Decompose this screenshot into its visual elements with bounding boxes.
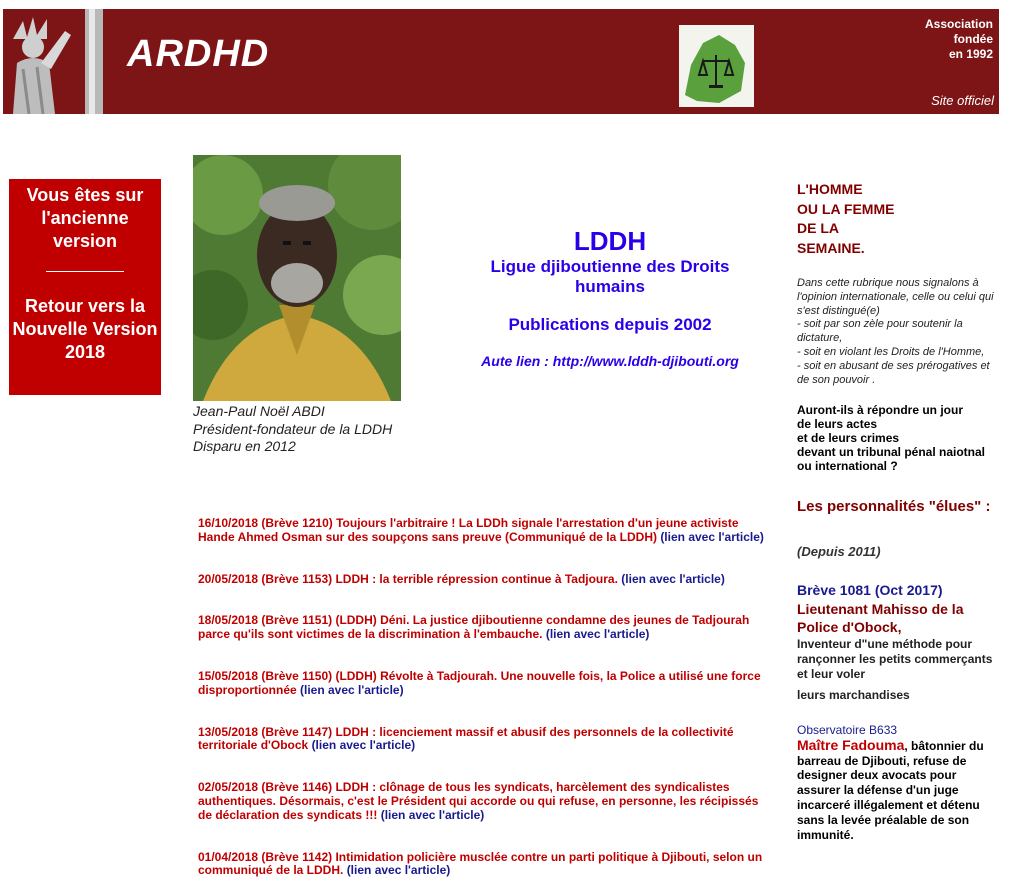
breve-1081-desc: leurs marchandises — [797, 687, 910, 702]
news-item — [198, 781, 768, 822]
person-of-the-week-title — [797, 180, 1002, 258]
news-item — [198, 851, 768, 879]
article-link[interactable]: (lien avec l'article) — [545, 627, 650, 642]
association-info — [925, 17, 993, 62]
observatoire-b633-entry[interactable] — [797, 723, 1002, 843]
caption-line: Jean-Paul Noël ABDI — [193, 403, 325, 419]
breve-1081-ref[interactable]: Brève 1081 (Oct 2017) — [797, 582, 943, 599]
lddh-logo[interactable] — [679, 25, 754, 107]
question-line: et de leurs crimes — [797, 430, 900, 445]
article-link[interactable]: (lien avec l'article) — [346, 863, 451, 878]
week-title-line: L'HOMME — [797, 181, 863, 197]
news-text: 02/05/2018 (Brève 1146) LDDH : clônage de tous les syndicats, harcèlement des syndicalistes authentiques. Désormais, c'est le Président qui accorde ou qui refuse, en personne, les récipissés de déclaration des syndicats !!! — [198, 780, 759, 822]
since-2011-label: (Depuis 2011) — [797, 544, 881, 560]
jean-paul-noel-abdi-photo — [193, 155, 401, 401]
lddh-full-name: Ligue djiboutienne des Droits humains — [490, 257, 730, 296]
week-title-line: DE LA — [797, 220, 839, 236]
news-text: 16/10/2018 (Brève 1210) Toujours l'arbitraire ! La LDDh signale l'arrestation d'un jeune activiste Hande Ahmed Osman sur des soupçons sans preuve (Communiqué de la LDDH) — [198, 516, 739, 544]
rubric-line: - soit par son zèle pour soutenir la dictature, — [797, 318, 963, 345]
news-text: 18/05/2018 (Brève 1151) (LDDH) Déni. La justice djiboutienne condamne des jeunes de Tadjourah parce qu'ils sont victimes de la discrimination à l'embauche. — [198, 613, 750, 642]
week-title-line: SEMAINE. — [797, 239, 865, 256]
rubric-line: Dans cette rubrique nous signalons à l'opinion internationale, celle ou celui qui s'est distingué(e) — [797, 277, 994, 317]
rubric-description — [797, 277, 1002, 387]
question-line: Auront-ils à répondre un jour — [797, 403, 964, 418]
photo-caption — [193, 403, 392, 456]
right-sidebar — [797, 180, 1002, 842]
news-text: 01/04/2018 (Brève 1142) Intimidation policière musclée contre un parti politique à Djibouti, selon un communiqué de la LDDH. — [198, 849, 763, 878]
personalities-heading: Les personnalités "élues" : — [797, 498, 991, 516]
header-banner — [3, 9, 999, 114]
question-line: de leurs actes — [797, 417, 878, 432]
caption-line: Disparu en 2012 — [193, 438, 296, 454]
breve-1081-name[interactable]: Lieutenant Mahisso de la Police d'Obock, — [797, 600, 964, 636]
observatoire-ref[interactable]: Observatoire B633 — [797, 722, 898, 737]
association-line: Association — [924, 17, 993, 31]
observatoire-name[interactable]: Maître Fadouma — [797, 736, 905, 753]
breve-1081-desc: Inventeur d"une méthode pour rançonner les petits commerçants et leur voler — [797, 636, 993, 681]
news-item — [198, 726, 768, 754]
lddh-acronym: LDDH — [573, 226, 647, 256]
news-text: 13/05/2018 (Brève 1147) LDDH : licenciement massif et abusif des personnels de la collectivité territoriale d'Obock — [198, 724, 734, 753]
publications-heading: Publications depuis 2002 — [508, 315, 712, 334]
news-item — [198, 573, 768, 587]
caption-line: Président-fondateur de la LDDH — [193, 420, 393, 437]
article-link[interactable]: (lien avec l'article) — [311, 738, 416, 753]
article-link[interactable]: (lien avec l'article) — [660, 529, 764, 544]
question-line: devant un tribunal pénal naiotnal ou international ? — [797, 444, 986, 473]
site-brand[interactable]: ARDHD — [127, 33, 270, 75]
association-line: en 1992 — [948, 47, 993, 61]
news-list — [198, 517, 768, 878]
lddh-website-link[interactable]: Aute lien : http://www.lddh-djibouti.org — [481, 353, 739, 369]
article-link[interactable]: (lien avec l'article) — [621, 571, 725, 586]
return-new-version-link[interactable]: Retour vers la Nouvelle Version 2018 — [12, 296, 158, 362]
official-site-label: Site officiel — [931, 93, 994, 108]
old-version-notice: Vous êtes sur l'ancienne version — [26, 185, 144, 251]
news-item — [198, 614, 768, 642]
news-item — [198, 517, 768, 545]
statue-of-liberty-image — [3, 9, 103, 114]
news-text: 15/05/2018 (Brève 1150) (LDDH) Révolte à Tadjourah. Une nouvelle fois, la Police a utilisé une force disproportionnée — [198, 668, 761, 697]
rubric-line: - soit en abusant de ses prérogatives et de son pouvoir . — [797, 359, 990, 386]
lddh-title-block — [455, 225, 765, 369]
article-link[interactable]: (lien avec l'article) — [300, 682, 404, 697]
accountability-question — [797, 404, 1002, 473]
news-item — [198, 670, 768, 698]
separator — [46, 271, 124, 272]
week-title-line: OU LA FEMME — [797, 200, 895, 217]
breve-1081-entry[interactable] — [797, 581, 1002, 703]
association-line: fondée — [953, 32, 993, 46]
observatoire-desc: , bâtonnier du barreau de Djibouti, refuse de designer deux avocats pour assurer la défense d'un juge incarceré illégalement et détenu sans la levée préalable de son immunité. — [797, 738, 984, 842]
rubric-line: - soit en violant les Droits de l'Homme, — [797, 345, 985, 358]
article-link[interactable]: (lien avec l'article) — [380, 807, 485, 822]
news-text: 20/05/2018 (Brève 1153) LDDH : la terrible répression continue à Tadjoura. — [198, 571, 622, 586]
old-version-banner[interactable] — [9, 179, 161, 395]
